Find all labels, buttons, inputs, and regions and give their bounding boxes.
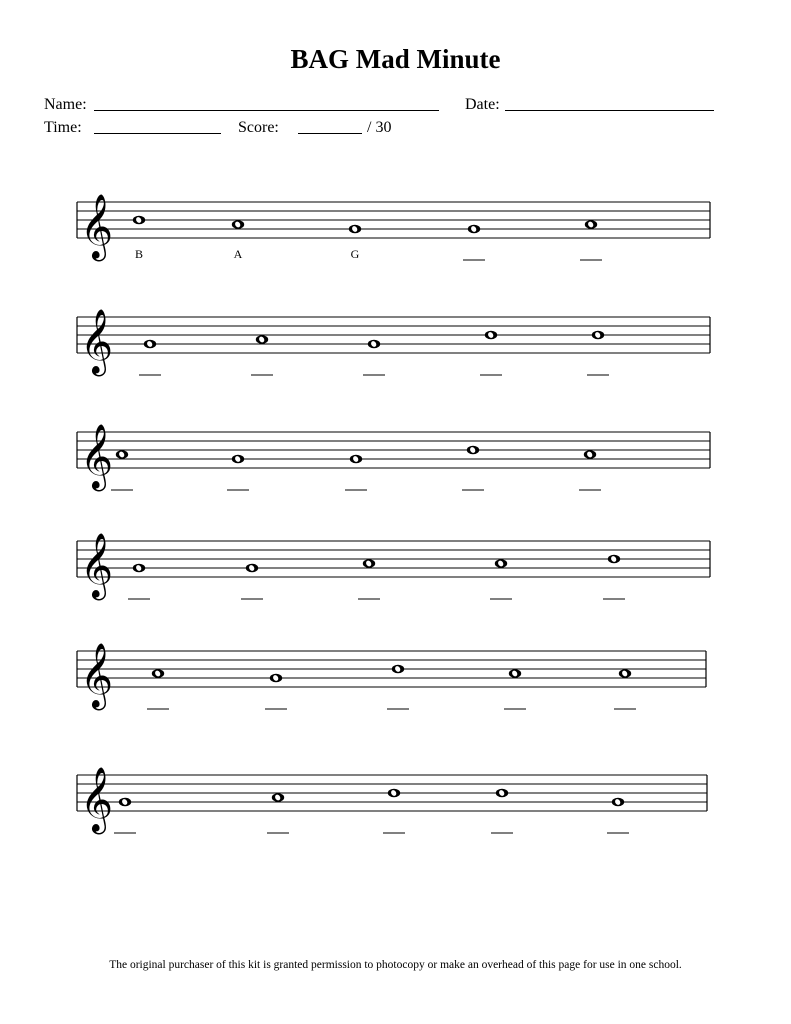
whole-note-b — [133, 216, 145, 225]
whole-note-g — [349, 225, 361, 234]
whole-note-g — [133, 564, 145, 573]
whole-note-b — [467, 446, 479, 455]
note-label: A — [233, 247, 243, 261]
time-label: Time: — [44, 119, 82, 136]
page-title: BAG Mad Minute — [290, 44, 501, 74]
score-total: / 30 — [367, 119, 392, 136]
staff-row-6 — [0, 745, 791, 855]
staff-row-3 — [0, 402, 791, 512]
score-label: Score: — [238, 119, 279, 136]
staff-row-1 — [0, 172, 791, 282]
whole-note-g — [350, 455, 362, 464]
whole-note-a — [232, 220, 244, 229]
whole-note-a — [363, 559, 375, 568]
whole-note-a — [584, 450, 596, 459]
date-label: Date: — [465, 96, 500, 113]
date-field[interactable] — [505, 110, 714, 111]
whole-note-g — [368, 340, 380, 349]
whole-note-g — [232, 455, 244, 464]
name-label: Name: — [44, 96, 87, 113]
whole-note-b — [608, 555, 620, 564]
whole-note-a — [152, 669, 164, 678]
whole-note-a — [619, 669, 631, 678]
whole-note-b — [592, 331, 604, 340]
whole-note-a — [256, 335, 268, 344]
whole-note-b — [392, 665, 404, 674]
staff-row-5 — [0, 621, 791, 731]
note-label: B — [134, 247, 144, 261]
whole-note-b — [388, 789, 400, 798]
whole-note-g — [468, 225, 480, 234]
whole-note-a — [272, 793, 284, 802]
staff-row-4 — [0, 511, 791, 621]
name-field[interactable] — [94, 110, 439, 111]
whole-note-b — [485, 331, 497, 340]
whole-note-g — [246, 564, 258, 573]
treble-clef-icon: 𝄞 — [80, 309, 114, 374]
permission-footer: The original purchaser of this kit is granted permission to photocopy or make an overhead of this page for use in one school. — [109, 959, 682, 971]
treble-clef-icon: 𝄞 — [80, 643, 114, 708]
treble-clef-icon: 𝄞 — [80, 767, 114, 832]
staff-row-2 — [0, 287, 791, 397]
whole-note-b — [496, 789, 508, 798]
treble-clef-icon: 𝄞 — [80, 424, 114, 489]
whole-note-a — [585, 220, 597, 229]
score-field[interactable] — [298, 133, 362, 134]
note-label: G — [350, 247, 360, 261]
whole-note-g — [270, 674, 282, 683]
treble-clef-icon: 𝄞 — [80, 533, 114, 598]
whole-note-g — [612, 798, 624, 807]
whole-note-a — [509, 669, 521, 678]
whole-note-g — [119, 798, 131, 807]
whole-note-a — [116, 450, 128, 459]
treble-clef-icon: 𝄞 — [80, 194, 114, 259]
whole-note-g — [144, 340, 156, 349]
time-field[interactable] — [94, 133, 221, 134]
whole-note-a — [495, 559, 507, 568]
